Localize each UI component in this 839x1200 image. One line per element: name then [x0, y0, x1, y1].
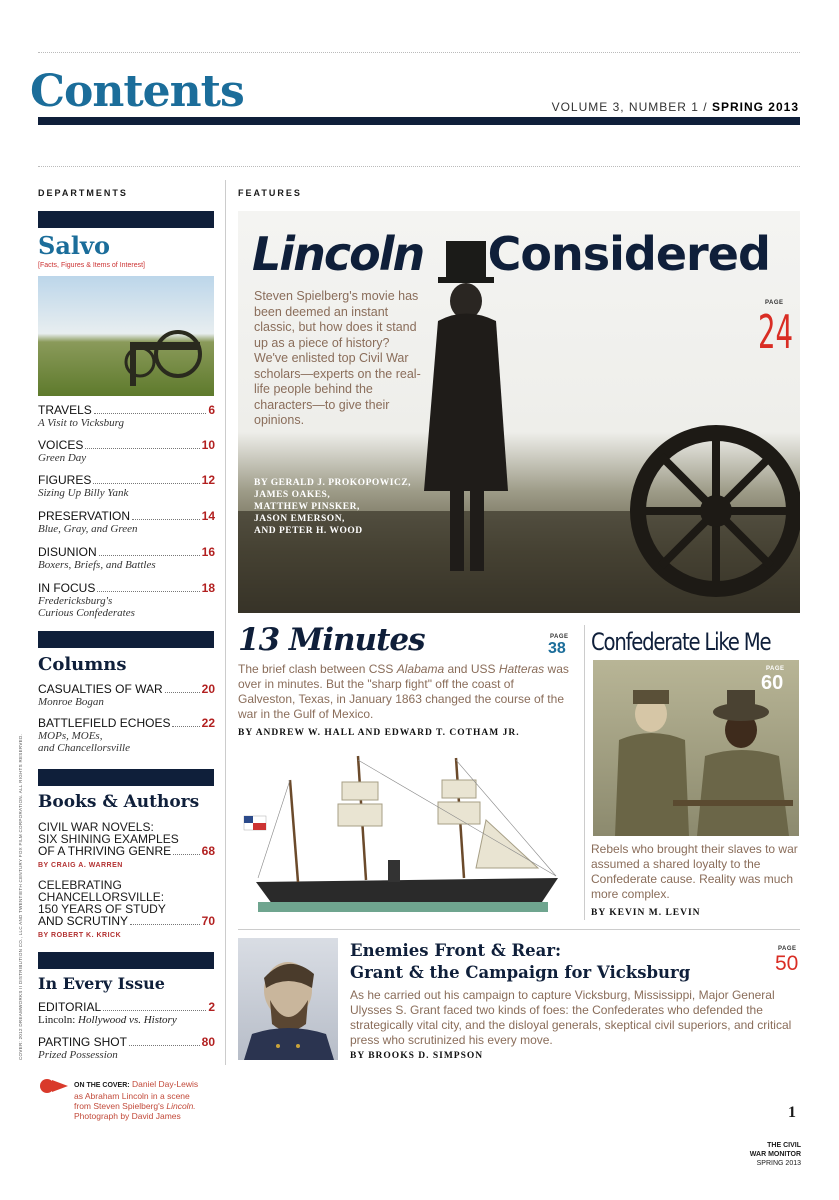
page-number: 24 [758, 305, 794, 359]
grant-photo [238, 938, 338, 1060]
lincoln-title: Lincoln Considered [252, 227, 770, 281]
issue-info: VOLUME 3, NUMBER 1 / SPRING 2013 [551, 100, 799, 114]
enemies-deck: As he carried out his campaign to capture Vicksburg, Mississippi, Major General Ulysses S. Grant faced two kinds of foes: the Confederates who defended the strategically vital city, and the disloyal generals, skeptical civil superiors, and critical press who scrutinized his every move. [350, 988, 792, 1047]
cover-note: ON THE COVER: Daniel Day-Lewis as Abraham Lincoln in a scene from Steven Spielberg's Lincoln. Photograph by David James [74, 1079, 199, 1121]
minutes-title: 13 Minutes [238, 622, 425, 658]
lincoln-feature[interactable] [238, 211, 800, 613]
lincoln-deck: Steven Spielberg's movie has been deemed an instant classic, but how does it stand up as a piece of history? We've enlisted top Civil War scholars—experts on the real-life people behind the characters—to give their opinions. [254, 289, 421, 427]
list-item[interactable]: PRESERVATION 14 Blue, Gray, and Green [38, 509, 215, 535]
confederate-deck: Rebels who brought their slaves to war assumed a shared loyalty to the Confederate cause. Reality was much more complex. [591, 842, 798, 901]
books-bar [38, 769, 214, 786]
salvo-subtitle: [Facts, Figures & Items of Interest] [38, 262, 145, 269]
confederate-title: Confederate Like Me [591, 628, 771, 656]
page-title: Contents [30, 66, 244, 117]
list-item[interactable]: TRAVELS 6 A Visit to Vicksburg [38, 403, 215, 429]
page-label: PAGE [766, 666, 785, 672]
minutes-feature[interactable] [238, 622, 574, 922]
magazine-name: THE CIVIL WAR MONITOR SPRING 2013 [749, 1142, 801, 1167]
list-item[interactable]: EDITORIAL 2 Lincoln: Hollywood vs. History [38, 1000, 215, 1026]
header-bar [38, 117, 800, 125]
list-item[interactable]: VOICES 10 Green Day [38, 438, 215, 464]
cannon-icon [38, 276, 214, 396]
feature-divider [584, 625, 585, 920]
book-item[interactable]: CELEBRATING CHANCELLORSVILLE: 150 YEARS OF STUDY AND SCRUTINY 70 BY ROBERT K. KRICK [38, 878, 215, 939]
page-number-footer: 1 [788, 1104, 796, 1121]
every-issue-list [38, 1000, 215, 1061]
photo-credit: COVER: 2012 DREAMWORKS II DISTRIBUTION CO., LLC AND TWENTIETH CENTURY FOX FILM CORPORATION. ALL RIGHTS RESERVED. [18, 733, 23, 1060]
departments-label: DEPARTMENTS [38, 188, 128, 198]
features-label: FEATURES [238, 188, 302, 198]
list-item[interactable]: CASUALTIES OF WAR 20 Monroe Bogan [38, 682, 215, 708]
minutes-deck: The brief clash between CSS Alabama and USS Hatteras was over in minutes. But the "sharp fight" off the coast of Galveston, Texas, in January 1863 changed the course of the war in the Gulf of Mexico. [238, 662, 569, 721]
page-number: 50 [775, 952, 799, 975]
confederate-photo [593, 660, 799, 836]
column-divider [225, 180, 226, 1065]
salvo-bar [38, 211, 214, 228]
confederate-byline: BY KEVIN M. LEVIN [591, 908, 701, 918]
list-item[interactable]: DISUNION 16 Boxers, Briefs, and Battles [38, 545, 215, 571]
header-rule [38, 166, 800, 167]
page-label: PAGE [765, 300, 784, 306]
feature-rule [238, 929, 800, 930]
every-issue-title: In Every Issue [38, 974, 165, 993]
list-item[interactable]: FIGURES 12 Sizing Up Billy Yank [38, 473, 215, 499]
enemies-byline: BY BROOKS D. SIMPSON [350, 1051, 484, 1061]
minutes-byline: BY ANDREW W. HALL AND EDWARD T. COTHAM JR. [238, 728, 520, 738]
list-item[interactable]: PARTING SHOT 80 Prized Possession [38, 1035, 215, 1061]
book-item[interactable]: CIVIL WAR NOVELS: SIX SHINING EXAMPLES OF A THRIVING GENRE 68 BY CRAIG A. WARREN [38, 820, 215, 869]
books-title: Books & Authors [38, 792, 200, 812]
list-item[interactable]: BATTLEFIELD ECHOES 22 MOPs, MOEs, and Chancellorsville [38, 716, 215, 754]
confederate-feature[interactable] [591, 622, 800, 922]
page-label: PAGE [550, 634, 569, 640]
page-number: 38 [548, 640, 566, 657]
enemies-feature[interactable] [238, 938, 800, 1063]
top-rule [38, 52, 800, 53]
columns-bar [38, 631, 214, 648]
lincoln-byline: BY GERALD J. PROKOPOWICZ, JAMES OAKES, MATTHEW PINSKER, JASON EMERSON, AND PETER H. WOOD [254, 478, 412, 536]
ship-illustration [238, 750, 574, 920]
columns-title: Columns [38, 654, 127, 675]
columns-list [38, 682, 215, 754]
salvo-photo [38, 276, 214, 396]
departments-list [38, 403, 215, 619]
page-number: 60 [761, 672, 784, 694]
list-item[interactable]: IN FOCUS 18 Fredericksburg's Curious Confederates [38, 581, 215, 619]
every-issue-bar [38, 952, 214, 969]
page-label: PAGE [778, 946, 797, 952]
arrow-icon [38, 1077, 70, 1100]
enemies-title: Enemies Front & Rear: Grant & the Campaign for Vicksburg [350, 941, 691, 982]
salvo-title: Salvo [38, 231, 110, 260]
